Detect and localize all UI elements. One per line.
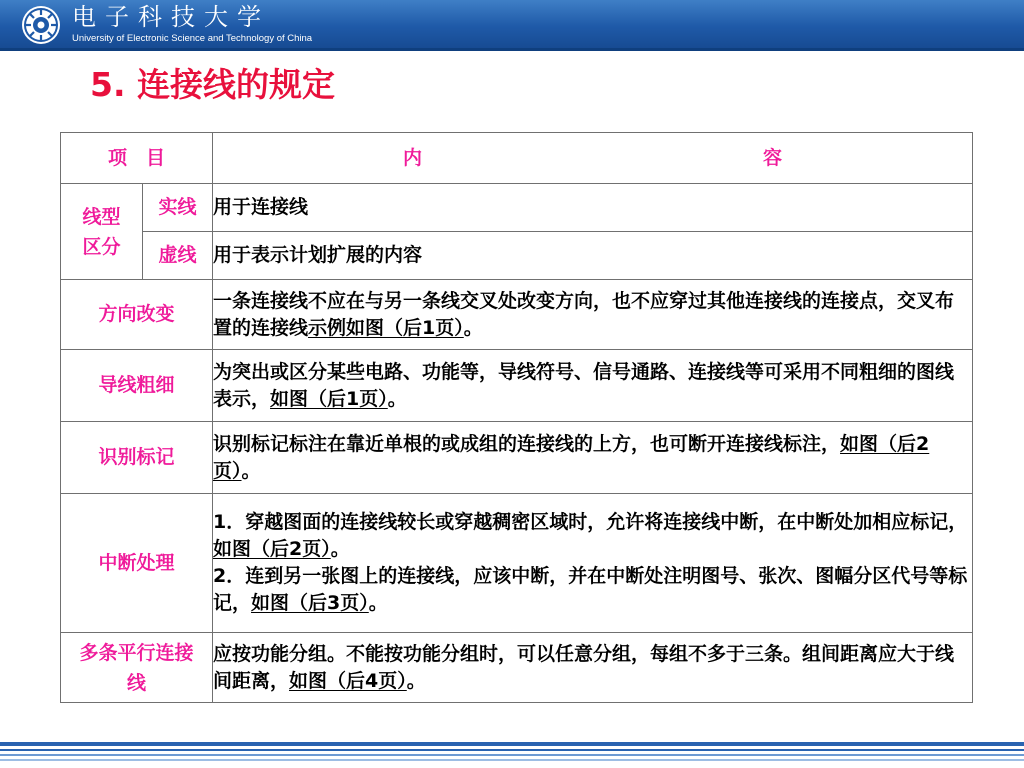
table-row [61,232,973,280]
table-row [61,184,973,232]
header-item-cell: 项 目 [61,133,213,184]
row-content: 1．穿越图面的连接线较长或穿越稠密区域时，允许将连接线中断，在中断处加相应标记，如图（后2页）。 2．连到另一张图上的连接线，应该中断，并在中断处注明图号、张次、图幅分区代号等标记，如图（后3页）。 [213,494,973,633]
row-label: 识别标记 [61,422,213,494]
figure-link[interactable]: 如图（后2页） [213,538,331,560]
figure-link[interactable]: 示例如图（后1页） [308,316,464,339]
footer-stripe [0,749,1024,751]
row-label: 虚线 [143,232,213,280]
table-row [61,422,973,494]
row-content: 用于表示计划扩展的内容 [213,232,973,280]
header-content-cell [213,133,973,184]
figure-link[interactable]: 如图（后3页） [251,592,369,614]
connection-rules-table [60,132,973,703]
row-content: 识别标记标注在靠近单根的或成组的连接线的上方，也可断开连接线标注，如图（后2页）。 [213,422,973,494]
table-row [61,280,973,350]
footer-stripe [0,754,1024,756]
table-row [61,633,973,703]
header-content-left: 内 [403,146,423,169]
header-bar [0,0,1024,48]
row-label: 导线粗细 [61,350,213,422]
header-divider [0,48,1024,51]
figure-link[interactable]: 如图（后2页） [213,432,930,482]
university-name-en: University of Electronic Science and Technology of China [72,33,313,44]
row-label: 实线 [143,184,213,232]
header-content-right: 容 [763,146,783,169]
row-content: 为突出或区分某些电路、功能等，导线符号、信号通路、连接线等可采用不同粗细的图线表示，如图（后1页）。 [213,350,973,422]
row-label: 中断处理 [61,494,213,633]
footer-stripe [0,759,1024,761]
table-header-row [61,133,973,184]
figure-link[interactable]: 如图（后4页） [289,669,407,692]
university-name-cn: 电子科技大学 [72,3,270,31]
row-label: 方向改变 [61,280,213,350]
table-row [61,350,973,422]
university-logo-icon [20,4,62,46]
table-row [61,494,973,633]
row-content: 用于连接线 [213,184,973,232]
row-content: 一条连接线不应在与另一条线交叉处改变方向，也不应穿过其他连接线的连接点，交叉布置的连接线示例如图（后1页）。 [213,280,973,350]
figure-link[interactable]: 如图（后1页） [270,387,388,410]
row-content: 应按功能分组。不能按功能分组时，可以任意分组，每组不多于三条。组间距离应大于线间距离，如图（后4页）。 [213,633,973,703]
row-label: 多条平行连接线 [61,633,213,703]
footer-stripe [0,742,1024,746]
group-label-line-type: 线型区分 [61,184,143,280]
slide-title: 5. 连接线的规定 [90,65,335,104]
